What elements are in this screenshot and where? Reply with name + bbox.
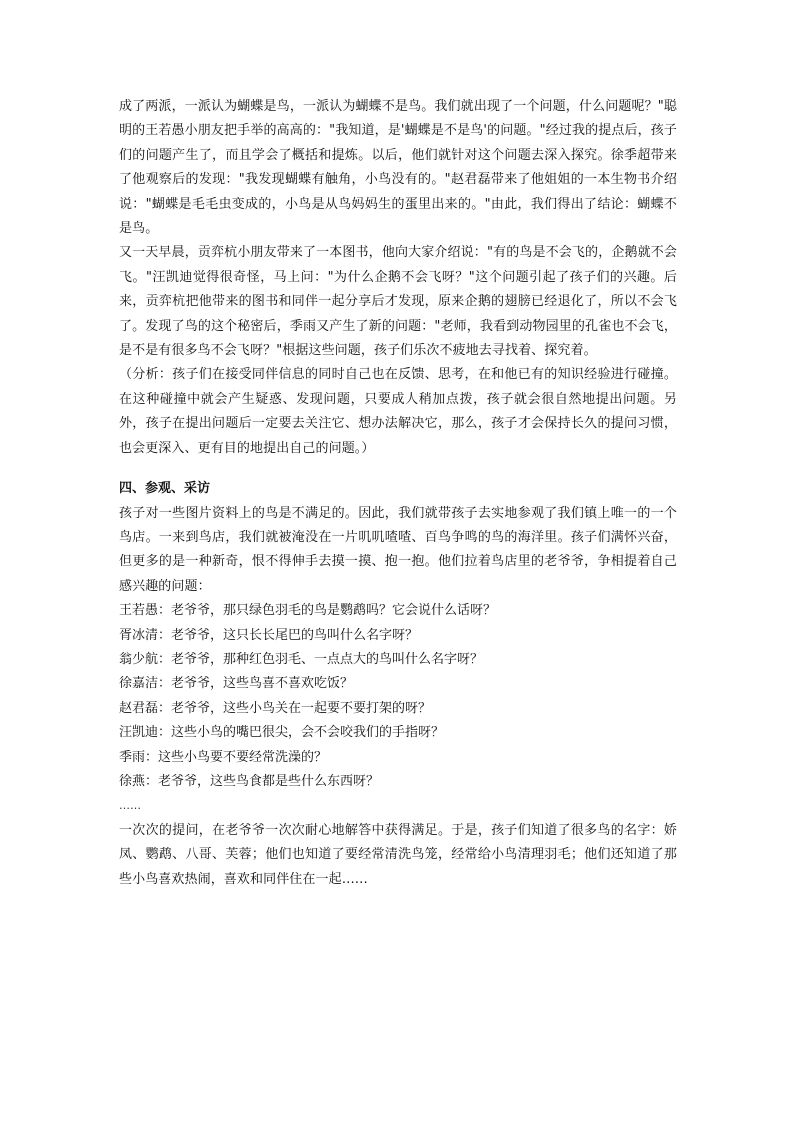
paragraph-bird-shop: 孩子对一些图片资料上的鸟是不满足的。因此，我们就带孩子去实地参观了我们镇上唯一的一个鸟店。一来到鸟店，我们就被淹没在一片叽叽喳喳、百鸟争鸣的鸟的海洋里。孩子们满怀兴奋，但更多的是一种新奇，恨不得伸手去摸一摸、抱一抱。他们拉着鸟店里的老爷爷，争相提着自己感兴趣的问题： xyxy=(119,505,677,594)
document-body xyxy=(119,95,677,892)
paragraph-conclusion: 一次次的提问，在老爷爷一次次耐心地解答中获得满足。于是，孩子们知道了很多鸟的名字：娇凤、鹦鹉、八哥、芙蓉；他们也知道了要经常清洗鸟笼，经常给小鸟清理羽毛；他们还知道了那些小鸟喜欢热闹，喜欢和同伴住在一起…… xyxy=(119,822,677,887)
paragraph-penguin: 又一天早晨，贡弈杭小朋友带来了一本图书，他向大家介绍说："有的鸟是不会飞的，企鹅就不会飞。"汪凯迪觉得很奇怪，马上问："为什么企鹅不会飞呀？"这个问题引起了孩子们的兴趣。后来，贡弈杭把他带来的图书和同伴一起分享后才发现，原来企鹅的翅膀已经退化了，所以不会飞了。发现了鸟的这个秘密后，季雨又产生了新的问题："老师，我看到动物园里的孔雀也不会飞，是不是有很多鸟不会飞呀？"根据这些问题，孩子们乐次不疲地去寻找着、探究着。 xyxy=(119,245,677,359)
dialog-line: 翁少航：老爷爷，那种红色羽毛、一点点大的鸟叫什么名字呀？ xyxy=(119,651,484,667)
dialog-line: 胥冰清：老爷爷，这只长长尾巴的鸟叫什么名字呀？ xyxy=(119,627,419,643)
dialog-line: 徐嘉洁：老爷爷，这些鸟喜不喜欢吃饭？ xyxy=(119,676,354,692)
section-heading: 四、参观、采访 xyxy=(119,481,211,497)
ellipsis: …… xyxy=(119,799,141,813)
dialog-line: 赵君磊：老爷爷，这些小鸟关在一起要不要打架的呀？ xyxy=(119,700,432,716)
section-gap xyxy=(119,461,677,477)
paragraph-analysis: （分析：孩子们在接受同伴信息的同时自己也在反馈、思考，在和他已有的知识经验进行碰撞。在这种碰撞中就会产生疑惑、发现问题，只要成人稍加点拨，孩子就会很自然地提出问题。另外，孩子在提出问题后一定要去关注它、想办法解决它，那么，孩子才会保持长久的提问习惯，也会更深入、更有目的地提出自己的问题。） xyxy=(119,367,677,456)
dialog-line: 徐燕：老爷爷，这些鸟食都是些什么东西呀？ xyxy=(119,773,380,789)
dialog-line: 季雨：这些小鸟要不要经常洗澡的？ xyxy=(119,749,328,765)
paragraph-butterfly: 成了两派，一派认为蝴蝶是鸟，一派认为蝴蝶不是鸟。我们就出现了一个问题，什么问题呢？"聪明的王若愚小朋友把手举的高高的："我知道，是'蝴蝶是不是鸟'的问题。"经过我的提点后，孩子们的问题产生了，而且学会了概括和提炼。以后，他们就针对这个问题去深入探究。徐季超带来了他观察后的发现："我发现蝴蝶有触角，小鸟没有的。"赵君磊带来了他姐姐的一本生物书介绍说："蝴蝶是毛毛虫变成的，小鸟是从鸟妈妈生的蛋里出来的。"由此，我们得出了结论：蝴蝶不是鸟。 xyxy=(119,99,677,237)
dialog-line: 王若愚：老爷爷，那只绿色羽毛的鸟是鹦鹉吗？它会说什么话呀？ xyxy=(119,603,497,619)
dialog-line: 汪凯迪：这些小鸟的嘴巴很尖，会不会咬我们的手指呀？ xyxy=(119,725,445,741)
